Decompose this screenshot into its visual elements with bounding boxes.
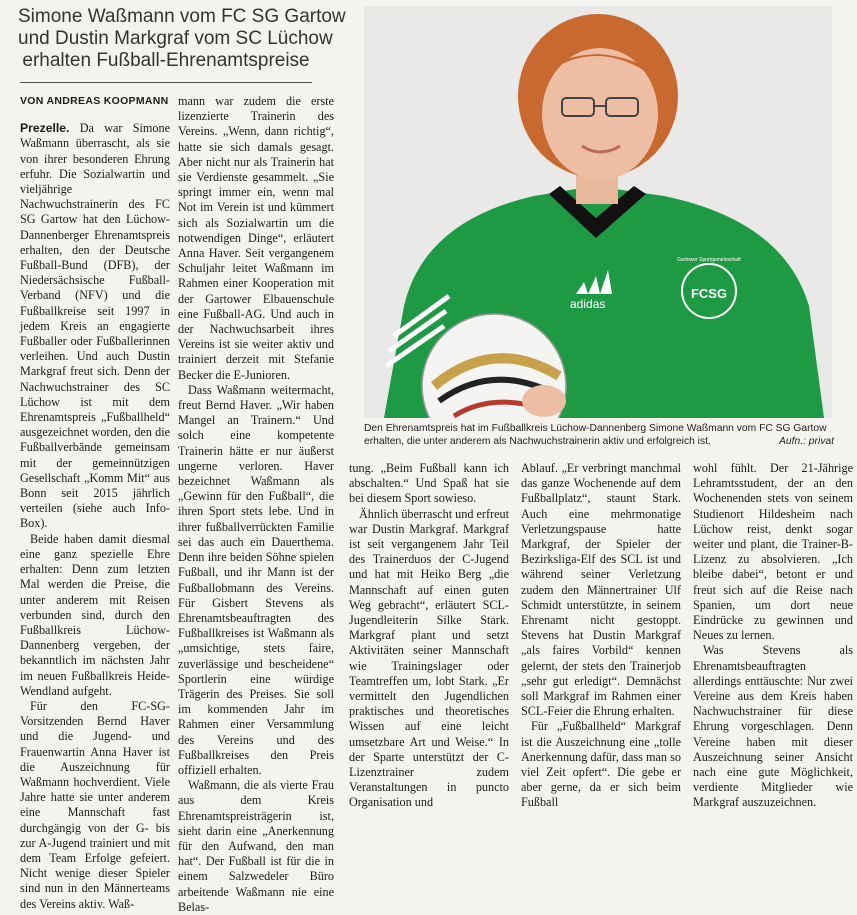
badge-text: Gartower Sportgemeinschaft xyxy=(677,257,741,263)
headline-line: Simone Waßmann vom FC SG Gartow xyxy=(18,6,346,27)
headline-line: erhalten Fußball-Ehrenamtspreise xyxy=(22,50,310,71)
article-column-3 xyxy=(349,461,509,811)
photo-caption xyxy=(364,422,834,448)
paragraph: Was Stevens als Ehrenamtsbeauftragten allerdings enttäuschte: Nur zwei Vereine aus dem Kreis haben Nachwuchstrainer für diese Ehrung vorgeschlagen. Denn Vereine haben mit dieser Auszeichnung seiner Ansicht nach eine gute Möglichkeit, verdiente Mitglieder wie Markgraf auszuzeichnen. xyxy=(693,643,853,810)
paragraph: Ähnlich überrascht und erfreut war Dustin Markgraf. Markgraf ist seit vergangenem Jahr Teil des Trainerduos der C-Jugend und hat mit Heiko Berg „die Mannschaft auf einen guten Weg gebracht“, erläutert SCL-Jugendleiterin Silke Stark. Markgraf plant und setzt Aktivitäten seiner Mannschaft wie Trainingslager oder Teamtreffen um, lobt Stark. „Er vermittelt den Jugendlichen praktisches und theoretisches Wissen auf eine leicht umsetzbare Art und Weise.“ In der Sparte unterstützt der C-Lizenztrainer zudem Veranstaltungen in puncto Organisation und xyxy=(349,506,509,810)
brand-text: adidas xyxy=(570,297,606,311)
paragraph: mann war zudem die erste lizenzierte Trainerin des Vereins. „Wenn, dann richtig“, hatte sie sich damals gesagt. Aber nicht nur als Trainerin hat sie Verdienste gesammelt. „Sie springt immer ein, wenn mal Not im Verein ist und kümmert sich als Sozialwartin um die notwendigen Dinge“, erläutert Anna Haver. Seit vergangenem Schuljahr leitet Waßmann im Rahmen einer Kooperation mit der Gartower Elbauenschule eine Fußball-AG. Und auch in der Nachwuchsarbeit ihres Vereins ist sie weiter aktiv und trainiert derzeit mit Stefanie Becker die E-Junioren. xyxy=(178,94,334,382)
article-column-4 xyxy=(521,461,681,811)
badge-letters: FCSG xyxy=(690,286,728,301)
hand xyxy=(522,385,566,417)
article-column-1 xyxy=(20,94,170,912)
portrait-illustration xyxy=(364,6,832,418)
paragraph: Für „Fußballheld“ Markgraf ist die Auszeichnung eine „tolle Anerkennung dafür, dass man so viel Zeit opfert“. Die gebe er aber gerne, da er sich beim Fußball xyxy=(521,719,681,810)
article-headline xyxy=(18,6,346,72)
paragraph: Waßmann, die als vierte Frau aus dem Kreis Ehrenamtspreisträgerin ist, sieht darin eine „Anerkennung für den Aufwand, den man hat“. Der Fußball ist für die in einem Salzwedeler Büro arbeitende Waßmann nie eine Belas- xyxy=(178,778,334,914)
article-column-5 xyxy=(693,461,853,811)
paragraph: Ablauf. „Er verbringt manchmal das ganze Wochenende auf dem Fußballplatz“, staunt Stark. Auch eine mehrmonatige Verletzungspause hatte Markgraf, der Spieler der Bezirksliga-Elf des SCL ist und während seiner Verletzung zudem den Männertrainer Ulf Schmidt unterstützte, in seinem Ehrenamt nicht gestoppt. Stevens hat Dustin Markgraf „als faires Vorbild“ kennen gelernt, der stets den Trainerjob „sehr gut erledigt“. Demnächst soll Markgraf im Rahmen einer SCL-Feier die Ehrung erhalten. xyxy=(521,461,681,719)
paragraph: wohl fühlt. Der 21-Jährige Lehramtsstudent, der an den Wochenenden stets von seinem Studienort Hildesheim nach Lüchow reist, denkt sogar weiter und plant, die Trainer-B-Lizenz zu absolvieren. „Ich bleibe dabei“, betont er und freut sich auf die Reise nach Spanien, um dort neue Eindrücke zu gewinnen und Neues zu lernen. xyxy=(693,461,853,643)
paragraph: Dass Waßmann weitermacht, freut Bernd Haver. „Wir haben Mangel an Trainern.“ Und solch eine kompetente Trainerin hätte er nur äußerst ungerne verloren. Haver bezeichnet Waßmann als „Gewinn für den Fußball“, die ihren Sport stets lebe. Und in ihrer fußballverrückten Familie sei das auch ein Dauerthema. Denn ihre beiden Söhne spielen Fußball, und ihr Mann ist der Fußballobmann des Vereins. Für Gisbert Stevens als Ehrenamtsbeauftragten des Fußballkreises ist Waßmann als „umsichtige, stets faire, zuverlässige und bescheidene“ Sportlerin eine würdige Trägerin des Preises. Sie soll im kommenden Jahr im Rahmen einer Versammlung des Vereins und des Fußballkreises den Preis offiziell erhalten. xyxy=(178,382,334,777)
paragraph: Für den FC-SG-Vorsitzenden Bernd Haver und die Jugend- und Frauenwartin Anna Haver ist die Auszeichnung für Waßmann hochverdient. Viele Jahre hatte sie unter anderem eine Mannschaft fast durchgängig von der G- bis zur A-Jugend trainiert und mit dem Team Erfolge gefeiert. Nicht wenige dieser Spieler sind nun in den Männerteams des Vereins aktiv. Waß- xyxy=(20,698,170,911)
article-photo xyxy=(364,6,832,418)
photo-credit: Aufn.: privat xyxy=(779,436,834,447)
headline-divider xyxy=(20,82,312,83)
byline: VON ANDREAS KOOPMANN xyxy=(20,95,169,107)
paragraph: Beide haben damit diesmal eine ganz spezielle Ehre erhalten: Denn zum letzten Mal werden die Preise, die unter anderem mit Reisen verbunden sind, durch den Fußballkreis Lüchow-Dannenberg vergeben, der bekanntlich im nächsten Jahr im neuen Fußballkreis Heide-Wendland aufgeht. xyxy=(20,531,170,698)
article-column-2 xyxy=(178,94,334,915)
caption-text: Den Ehrenamtspreis hat im Fußballkreis Lüchow-Dannenberg Simone Waßmann vom FC SG Gartow erhalten, die unter anderem als Nachwuchstrainerin aktiv und erfolgreich ist. xyxy=(364,423,827,447)
paragraph: tung. „Beim Fußball kann ich abschalten.“ Und Spaß hat sie bei diesem Sport sowieso. xyxy=(349,461,509,506)
headline-line: und Dustin Markgraf vom SC Lüchow xyxy=(18,28,333,49)
dateline: Prezelle. xyxy=(20,121,70,136)
paragraph: Prezelle. Da war Simone Waßmann überrascht, als sie von ihrer besonderen Ehrung erfuhr. Die Sozialwartin und vieljährige Nachwuchstrainerin des FC SG Gartow hat den Lüchow-Dannenberger Ehrenamtspreis erhalten, den der Deutsche Fußball-Bund (DFB), der Niedersächsische Fußball-Verband (NFV) und die Fußballkreise seit 1997 in jedem Kreis an engagierte Fußballer oder Fußballerinnen verleihen. Und auch Dustin Markgraf freut sich. Denn der Nachwuchstrainer des SC Lüchow ist mit dem Ehrenamtspreis „Fußballheld“ ausgezeichnet worden, den die Fußballverbände gemeinsam mit der gemeinnützigen Gesellschaft „Komm Mit“ aus Bonn seit 2015 jährlich verteilen (siehe auch Info-Box). xyxy=(20,121,170,531)
